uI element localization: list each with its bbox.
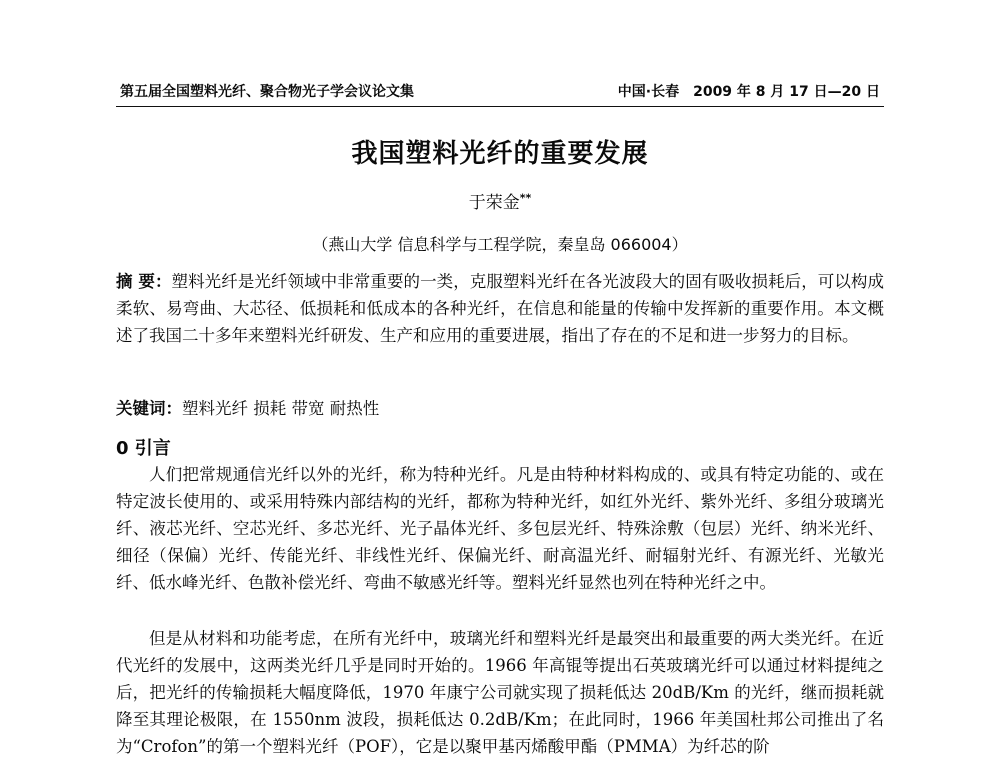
keywords [116, 395, 884, 422]
abstract-label: 摘 要： [116, 272, 172, 291]
header-proceedings-title: 第五届全国塑料光纤、聚合物光子学会议论文集 [120, 84, 414, 100]
header-location-date: 中国·长春 2009 年 8 月 17 日—20 日 [617, 84, 880, 100]
paper-title: 我国塑料光纤的重要发展 [351, 139, 649, 169]
author-name: 于荣金 [468, 193, 520, 213]
abstract [116, 268, 884, 349]
keywords-label: 关键词： [116, 399, 182, 418]
running-header [116, 84, 884, 107]
author-line [0, 188, 1000, 213]
body-paragraph-2: 但是从材料和功能考虑，在所有光纤中，玻璃光纤和塑料光纤是最突出和最重要的两大类光纤。在近代光纤的发展中，这两类光纤几乎是同时开始的。1966 年高锟等提出石英玻璃光纤可以通过材料提纯之后，把光纤的传输损耗大幅度降低，1970 年康宁公司就实现了损耗低达 20dB/Km 的光纤，继而损耗就降至其理论极限，在 1550nm 波段，损耗低达 0.2dB/Km；在此同时，1966 年美国杜邦公司推出了名为“Crofon”的第一个塑料光纤（POF），它是以聚甲基丙烯酸甲酯（PMMA）为纤芯的阶 [116, 629, 884, 756]
abstract-text: 塑料光纤是光纤领域中非常重要的一类，克服塑料光纤在各光波段大的固有吸收损耗后，可以构成柔软、易弯曲、大芯径、低损耗和低成本的各种光纤，在信息和能量的传输中发挥新的重要作用。本文概述了我国二十多年来塑料光纤研发、生产和应用的重要进展，指出了存在的不足和进一步努力的目标。 [116, 272, 884, 345]
author-footnote-mark: ** [519, 191, 532, 205]
author-affiliation: （燕山大学 信息科学与工程学院，秦皇岛 066004） [312, 235, 688, 254]
section-heading: 0 引言 [116, 438, 171, 459]
keywords-text: 塑料光纤 损耗 带宽 耐热性 [182, 399, 380, 418]
body-paragraph-1: 人们把常规通信光纤以外的光纤，称为特种光纤。凡是由特种材料构成的、或具有特定功能的、或在特定波长使用的、或采用特殊内部结构的光纤，都称为特种光纤，如红外光纤、紫外光纤、多组分玻璃光纤、液芯光纤、空芯光纤、多芯光纤、光子晶体光纤、多包层光纤、特殊涂敷（包层）光纤、纳米光纤、细径（保偏）光纤、传能光纤、非线性光纤、保偏光纤、耐高温光纤、耐辐射光纤、有源光纤、光敏光纤、低水峰光纤、色散补偿光纤、弯曲不敏感光纤等。塑料光纤显然也列在特种光纤之中。 [116, 465, 884, 592]
